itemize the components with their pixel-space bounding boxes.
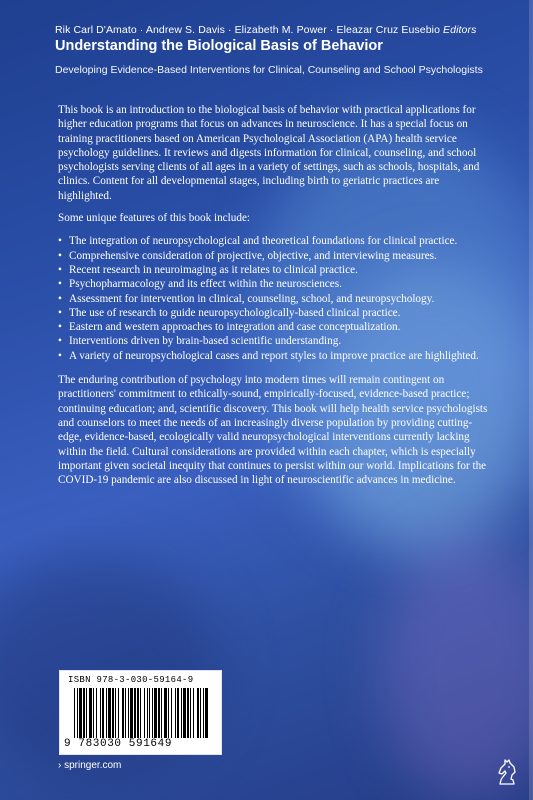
- isbn-label: ISBN 978-3-030-59164-9: [68, 675, 194, 685]
- feature-item: • Eastern and western approaches to integration and case conceptualization.: [58, 320, 488, 334]
- editors-line: [55, 24, 476, 36]
- springer-knight-logo-icon: [496, 758, 518, 786]
- book-subtitle: Developing Evidence-Based Interventions for Clinical, Counseling and School Psychologists: [55, 64, 483, 76]
- feature-item: • Interventions driven by brain-based scientific understanding.: [58, 334, 488, 348]
- feature-item: • A variety of neuropsychological cases and report styles to improve practice are highlighted.: [58, 349, 488, 363]
- book-description: [58, 103, 488, 487]
- feature-item: • Psychopharmacology and its effect within the neurosciences.: [58, 277, 488, 291]
- editors-role: Editors: [443, 24, 477, 36]
- description-paragraph: This book is an introduction to the biological basis of behavior with practical applications for higher education programs that focus on advances in neuroscience. It has a special focus on training practitioners based on American Psychological Association (APA) health service psychology guidelines. It reviews and digests information for clinical, counseling, and school psychologists serving clients of all ages in a variety of settings, such as schools, hospitals, and clinics. Content for all developmental stages, including birth to geriatric practices are highlighted.: [58, 104, 480, 202]
- barcode-number: 9 783030 591649: [64, 738, 173, 750]
- barcode-box: [59, 670, 222, 755]
- feature-item: • Recent research in neuroimaging as it relates to clinical practice.: [58, 263, 488, 277]
- features-list: [58, 234, 488, 363]
- spine-edge: [529, 0, 533, 800]
- description-paragraph: The enduring contribution of psychology into modern times will remain contingent on practitioners' commitment to ethically-sound, empirically-focused, evidence-based practice; continuing education; and, scientific discovery. This book will help health service psychologists and counselors to meet the needs of an increasingly diverse population by providing cutting-edge, evidence-based, ecologically valid neuropsychological interventions currently lacking within the field. Cultural considerations are provided within each chapter, which is especially important given societal inequity that continues to persist within our world. Implications for the COVID-19 pandemic are also discussed in light of neuroscientific advances in medicine.: [58, 374, 488, 487]
- barcode-image: [74, 688, 208, 738]
- feature-item: • The use of research to guide neuropsychologically-based clinical practice.: [58, 306, 488, 320]
- feature-item: • Assessment for intervention in clinical, counseling, school, and neuropsychology.: [58, 292, 488, 306]
- book-title: Understanding the Biological Basis of Behavior: [55, 38, 383, 54]
- website-link[interactable]: › springer.com: [58, 760, 122, 771]
- features-intro: Some unique features of this book include:: [58, 212, 251, 225]
- editors-names: Rik Carl D'Amato · Andrew S. Davis · Elizabeth M. Power · Eleazar Cruz Eusebio: [55, 24, 441, 36]
- feature-item: • The integration of neuropsychological and theoretical foundations for clinical practice.: [58, 234, 488, 248]
- feature-item: • Comprehensive consideration of projective, objective, and interviewing measures.: [58, 249, 488, 263]
